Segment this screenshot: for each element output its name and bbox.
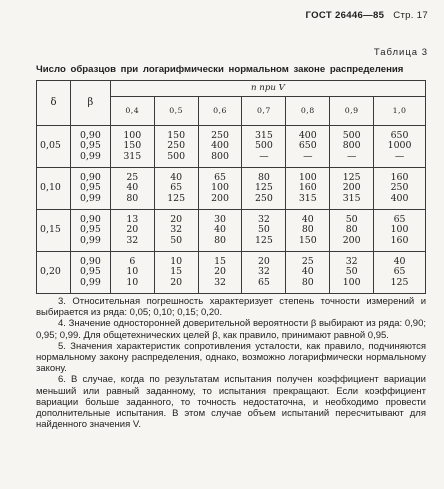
beta-value: 0,90 — [79, 256, 101, 268]
n-value: 40 — [393, 256, 406, 268]
beta-cell — [70, 126, 110, 168]
beta-value: 0,90 — [79, 172, 101, 184]
v-header-cell: 0,9 — [330, 97, 374, 126]
table-row — [37, 252, 426, 294]
n-value: 150 — [167, 130, 186, 142]
n-value: 32 — [345, 256, 358, 268]
n-value: 25 — [126, 172, 139, 184]
table-row — [37, 126, 426, 168]
n-value: 315 — [123, 150, 142, 162]
n-value: 150 — [123, 140, 142, 152]
beta-value: 0,95 — [79, 224, 101, 236]
n-value: 500 — [254, 140, 273, 152]
n-value-cell — [286, 126, 330, 168]
beta-value: 0,90 — [79, 214, 101, 226]
page-header — [305, 10, 428, 21]
n-value: 250 — [390, 182, 409, 194]
n-value-cell — [154, 252, 198, 294]
n-value-cell — [110, 252, 154, 294]
v-header-cell: 0,7 — [242, 97, 286, 126]
note-paragraph: 4. Значение односторонней доверительной вероятности β выбирают из ряда: 0,90; 0,95; 0,99. Для общетехнических целей β, как правило, принимают равной 0,95. — [36, 318, 426, 341]
n-value-cell — [330, 210, 374, 252]
note-paragraph: 3. Относительная погрешность характеризует степень точности измерений и выбирается из ряда: 0,05; 0,10; 0,15; 0,20. — [36, 296, 426, 319]
n-value-cell — [198, 252, 242, 294]
beta-value: 0,90 — [79, 130, 101, 142]
n-value-cell — [330, 168, 374, 210]
n-value: 500 — [167, 150, 186, 162]
n-value: 100 — [211, 182, 229, 194]
n-value-cell — [330, 126, 374, 168]
n-value: 13 — [126, 214, 139, 226]
n-value-cell — [286, 210, 330, 252]
n-value-cell — [198, 126, 242, 168]
n-value: 650 — [390, 130, 409, 142]
n-value: 32 — [126, 234, 139, 246]
v-header-cell: 1,0 — [374, 97, 426, 126]
n-value: 20 — [170, 276, 183, 288]
n-value: 40 — [301, 214, 314, 226]
n-value-cell — [242, 126, 286, 168]
table-title: Число образцов при логарифмически нормальном законе распределения — [36, 64, 404, 75]
n-value: 100 — [342, 276, 361, 288]
n-value: 80 — [214, 234, 227, 246]
n-value: 315 — [254, 130, 273, 142]
n-value-cell — [198, 168, 242, 210]
n-value: 10 — [126, 266, 139, 278]
table-caption: Таблица 3 — [373, 47, 428, 58]
n-value: 315 — [342, 192, 361, 204]
standard-number: ГОСТ 26446—85 — [305, 10, 385, 21]
n-value: 80 — [257, 172, 270, 184]
n-value: 125 — [342, 172, 361, 184]
n-value: 125 — [254, 234, 273, 246]
n-value: 100 — [298, 172, 317, 184]
n-value-cell — [242, 252, 286, 294]
n-value-cell — [374, 126, 426, 168]
n-value: 500 — [342, 130, 361, 142]
v-header-cell: 0,6 — [198, 97, 242, 126]
n-value-cell — [198, 210, 242, 252]
n-value-cell — [110, 126, 154, 168]
n-value: 20 — [170, 214, 183, 226]
n-value: 10 — [126, 276, 139, 288]
n-value-cell — [242, 168, 286, 210]
n-value: 650 — [298, 140, 317, 152]
n-value: 65 — [170, 182, 183, 194]
delta-cell: 0,15 — [37, 210, 71, 252]
n-value: 40 — [301, 266, 314, 278]
n-value: 20 — [257, 256, 270, 268]
beta-value: 0,95 — [79, 266, 101, 278]
table-body — [37, 126, 426, 294]
n-value: 250 — [167, 140, 186, 152]
beta-value: 0,99 — [79, 276, 101, 288]
beta-cell — [70, 210, 110, 252]
beta-value: 0,95 — [79, 182, 101, 194]
n-value: 50 — [345, 266, 358, 278]
note-paragraph: 6. В случае, когда по результатам испытания получен коэффициент вариации меньший или равный заданному, то испытания прекращают. Если коэффициент вариации больше заданного, то точность недостаточна, и необходимо провести дополнительные испытания. В этом случае объем испытаний пересчитывают для найденного значения V. — [36, 374, 426, 431]
n-value: 15 — [170, 266, 183, 278]
sample-count-table — [36, 80, 426, 294]
n-value: 125 — [254, 182, 273, 194]
n-value: — — [394, 150, 405, 162]
n-value: — — [259, 150, 269, 162]
beta-cell — [70, 168, 110, 210]
page-number: Стр. 17 — [393, 10, 428, 21]
n-value: 150 — [298, 234, 317, 246]
n-value: 40 — [126, 182, 139, 194]
n-value: 65 — [214, 172, 227, 184]
n-value: 1000 — [387, 140, 412, 152]
n-value: 25 — [301, 256, 314, 268]
n-value: 125 — [390, 276, 409, 288]
n-value: 80 — [301, 224, 314, 236]
n-value-cell — [242, 210, 286, 252]
n-value: 80 — [126, 192, 139, 204]
n-value: 250 — [211, 130, 229, 142]
n-value-cell — [154, 126, 198, 168]
n-value: — — [303, 150, 313, 162]
n-value: 200 — [342, 182, 361, 194]
n-value: 20 — [214, 266, 227, 278]
n-value-cell — [330, 252, 374, 294]
delta-column-header: δ — [37, 81, 71, 126]
n-value: 20 — [126, 224, 139, 236]
n-value-cell — [154, 210, 198, 252]
n-value-cell — [110, 168, 154, 210]
n-value: 40 — [214, 224, 227, 236]
n-value-cell — [374, 168, 426, 210]
n-value: 30 — [214, 214, 227, 226]
v-header-cell: 0,5 — [154, 97, 198, 126]
table-row — [37, 210, 426, 252]
n-value: 100 — [390, 224, 409, 236]
beta-value: 0,95 — [79, 140, 101, 152]
n-value-cell — [286, 168, 330, 210]
delta-cell: 0,10 — [37, 168, 71, 210]
n-value: 200 — [211, 192, 229, 204]
beta-value: 0,99 — [79, 192, 101, 204]
n-value-cell — [374, 252, 426, 294]
n-value: 400 — [298, 130, 317, 142]
n-value: 32 — [257, 214, 270, 226]
n-value: 315 — [298, 192, 317, 204]
n-value: 800 — [342, 140, 361, 152]
n-value: 50 — [257, 224, 270, 236]
beta-value: 0,99 — [79, 150, 101, 162]
notes-section — [36, 296, 426, 430]
n-value: 10 — [170, 256, 183, 268]
n-value: 65 — [393, 214, 406, 226]
n-caption-header: n при V — [110, 81, 425, 97]
n-value: 32 — [170, 224, 183, 236]
n-value: 100 — [123, 130, 142, 142]
n-value-cell — [154, 168, 198, 210]
n-value: 160 — [390, 234, 409, 246]
table-row — [37, 168, 426, 210]
n-value: 160 — [390, 172, 409, 184]
n-value: 32 — [257, 266, 270, 278]
n-value: 800 — [211, 150, 229, 162]
n-value: 32 — [214, 276, 227, 288]
beta-value: 0,99 — [79, 234, 101, 246]
n-value: 15 — [214, 256, 227, 268]
delta-cell: 0,05 — [37, 126, 71, 168]
n-value: 250 — [254, 192, 273, 204]
n-value-cell — [374, 210, 426, 252]
n-value: 50 — [170, 234, 183, 246]
n-value: 125 — [167, 192, 186, 204]
beta-column-header: β — [70, 81, 110, 126]
n-value: 65 — [393, 266, 406, 278]
n-value: 50 — [345, 214, 358, 226]
n-value-cell — [110, 210, 154, 252]
n-value: 80 — [345, 224, 358, 236]
n-value: — — [346, 150, 357, 162]
n-value: 6 — [129, 256, 136, 268]
n-value: 160 — [298, 182, 317, 194]
n-value: 400 — [390, 192, 409, 204]
note-paragraph: 5. Значения характеристик сопротивления усталости, как правило, подчиняются нормальному закону распределения, однако, возможно логарифмически нормальному закону. — [36, 340, 426, 375]
n-value: 65 — [257, 276, 270, 288]
v-header-cell: 0,4 — [110, 97, 154, 126]
n-value: 40 — [170, 172, 183, 184]
n-value-cell — [286, 252, 330, 294]
beta-cell — [70, 252, 110, 294]
n-value: 200 — [342, 234, 361, 246]
delta-cell: 0,20 — [37, 252, 71, 294]
v-header-cell: 0,8 — [286, 97, 330, 126]
n-value: 80 — [301, 276, 314, 288]
n-value: 400 — [211, 140, 229, 152]
